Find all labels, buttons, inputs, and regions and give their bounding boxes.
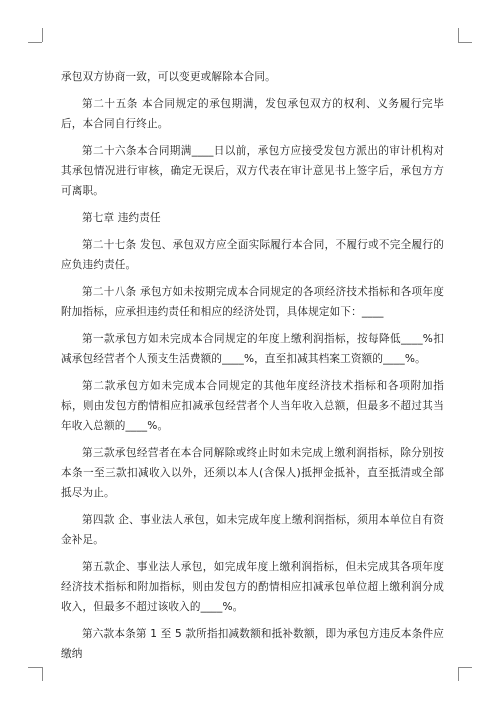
crop-mark-bottom-left-v — [42, 667, 43, 681]
paragraph: 第二十七条 发包、承包双方应全面实际履行本合同，不履行或不完全履行的应负违约责任。 — [61, 239, 444, 271]
paragraph: 第三款承包经营者在本合同解除或终止时如未完成上缴利润指标，除分别按本条一至三款扣减收入以外，还须以本人(含保人)抵押金抵补，直至抵清或全部抵尽为止。 — [61, 447, 444, 499]
crop-mark-bottom-right-h — [458, 667, 472, 668]
paragraph: 承包双方协商一致，可以变更或解除本合同。 — [61, 71, 276, 83]
paragraph: 第四款 企、事业法人承包，如未完成年度上缴利润指标，须用本单位自有资金补足。 — [61, 514, 444, 546]
paragraph: 第二十五条 本合同规定的承包期满，发包承包双方的权利、义务履行完毕后，本合同自行终止。 — [61, 98, 444, 130]
paragraph: 第二十八条 承包方如未按期完成本合同规定的各项经济技术指标和各项年度附加指标，应承担违约责任和相应的经济处罚，具体规定如下：____ — [61, 286, 444, 318]
paragraph: 第六款本条第 1 至 5 款所指扣减数额和抵补数额，即为承包方违反本条件应缴纳 — [61, 628, 444, 660]
chapter-heading: 第七章 违约责任 — [82, 212, 161, 224]
document-body — [61, 67, 444, 671]
crop-mark-top-right-h — [458, 42, 472, 43]
crop-mark-bottom-left-h — [28, 667, 42, 668]
crop-mark-top-right-v — [458, 28, 459, 42]
crop-mark-bottom-right-v — [458, 667, 459, 681]
paragraph: 第二款承包方如未完成本合同规定的其他年度经济技术指标和各项附加指标，则由发包方酌情相应扣减承包经营者个人当年收入总额，但最多不超过其当年收入总额的____%。 — [61, 380, 444, 432]
crop-mark-top-left-v — [42, 28, 43, 42]
paragraph: 第一款承包方如未完成本合同规定的年度上缴利润指标，按每降低____%扣减承包经营者个人预支生活费额的____%，直至扣减其档案工资额的____%。 — [61, 333, 444, 365]
crop-mark-top-left-h — [28, 42, 42, 43]
paragraph: 第五款企、事业法人承包，如完成年度上缴利润指标，但未完成其各项年度经济技术指标和附加指标，则由发包方的酌情相应扣减承包单位超上缴利润分成收入，但最多不超过该收入的____%。 — [61, 561, 444, 613]
paragraph: 第二十六条本合同期满____日以前，承包方应接受发包方派出的审计机构对其承包情况进行审核，确定无误后，双方代表在审计意见书上签字后，承包方方可离职。 — [61, 145, 444, 197]
